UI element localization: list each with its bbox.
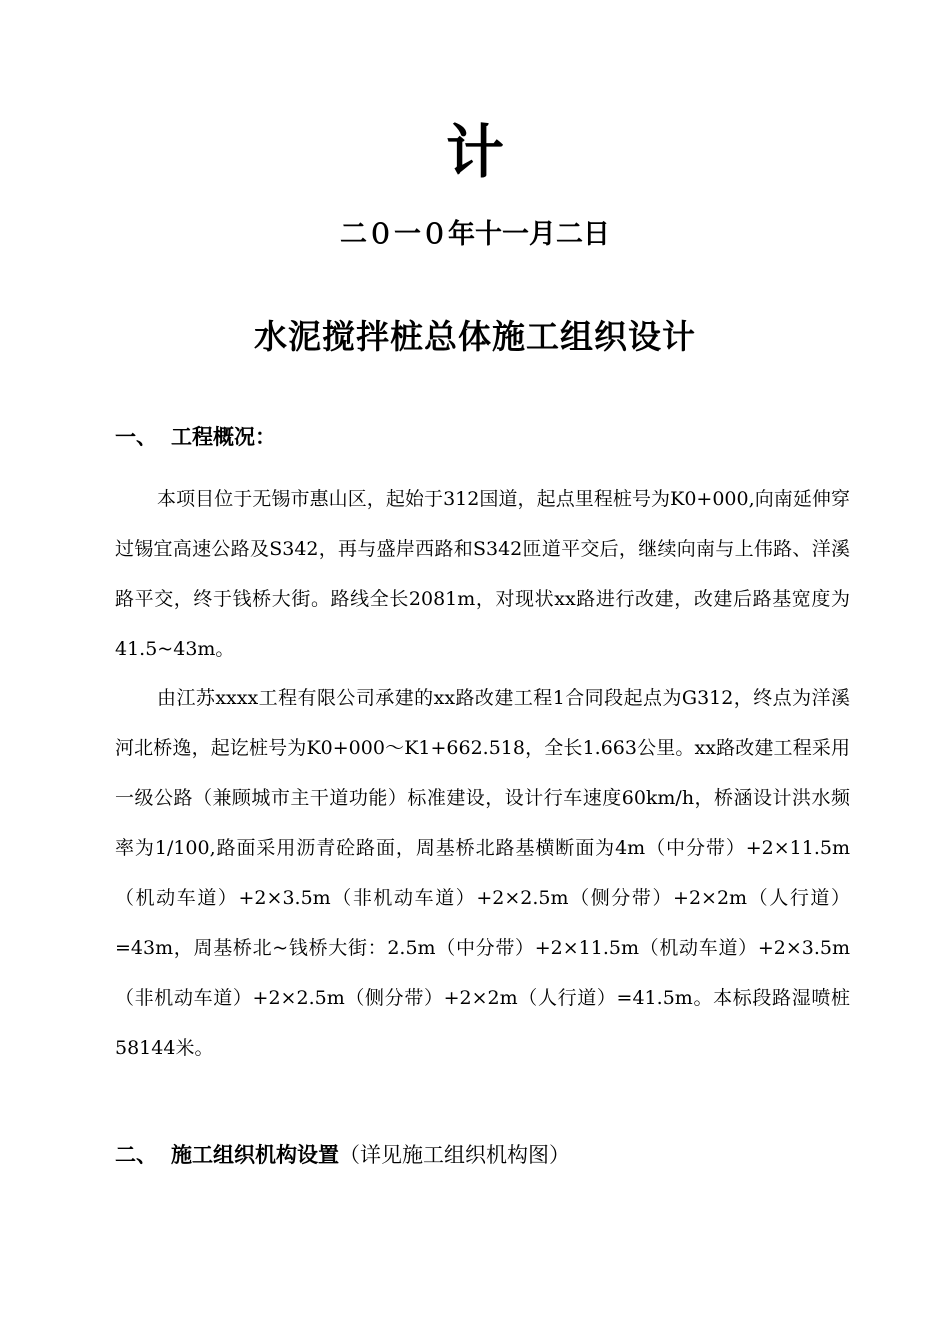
paragraph: 由江苏xxxx工程有限公司承建的xx路改建工程1合同段起点为G312，终点为洋溪河北桥逸，起讫桩号为K0+000～K1+662.518，全长1.663公里。xx路改建工程采用一级公路（兼顾城市主干道功能）标准建设，设计行车速度60km/h，桥涵设计洪水频率为1/100,路面采用沥青砼路面，周基桥北路基横断面为4m（中分带）+2×11.5m（机动车道）+2×3.5m（非机动车道）+2×2.5m（侧分带）+2×2m（人行道）=43m，周基桥北~钱桥大街：2.5m（中分带）+2×11.5m（机动车道）+2×3.5m（非机动车道）+2×2.5m（侧分带）+2×2m（人行道）=41.5m。本标段路湿喷桩58144米。: [115, 687, 850, 1059]
section-heading-text: 施工组织机构设置: [171, 1142, 339, 1167]
document-title: 水泥搅拌桩总体施工组织设计: [254, 317, 696, 356]
section-heading-note: （详见施工组织机构图）: [339, 1143, 570, 1167]
document-date: 二０一０年十一月二日: [340, 219, 610, 250]
section-number: 二、: [115, 1142, 157, 1167]
section-heading-1: [115, 420, 276, 454]
title-fragment: 计: [445, 118, 504, 186]
paragraph: 本项目位于无锡市惠山区，起始于312国道，起点里程桩号为K0+000,向南延伸穿过锡宜高速公路及S342，再与盛岸西路和S342匝道平交后，继续向南与上伟路、洋溪路平交，终于钱桥大街。路线全长2081m，对现状xx路进行改建，改建后路基宽度为41.5~43m。: [115, 488, 850, 660]
section-heading-2: [115, 1138, 570, 1172]
section-number: 一、: [115, 424, 157, 449]
section-heading-text: 工程概况：: [171, 424, 276, 449]
